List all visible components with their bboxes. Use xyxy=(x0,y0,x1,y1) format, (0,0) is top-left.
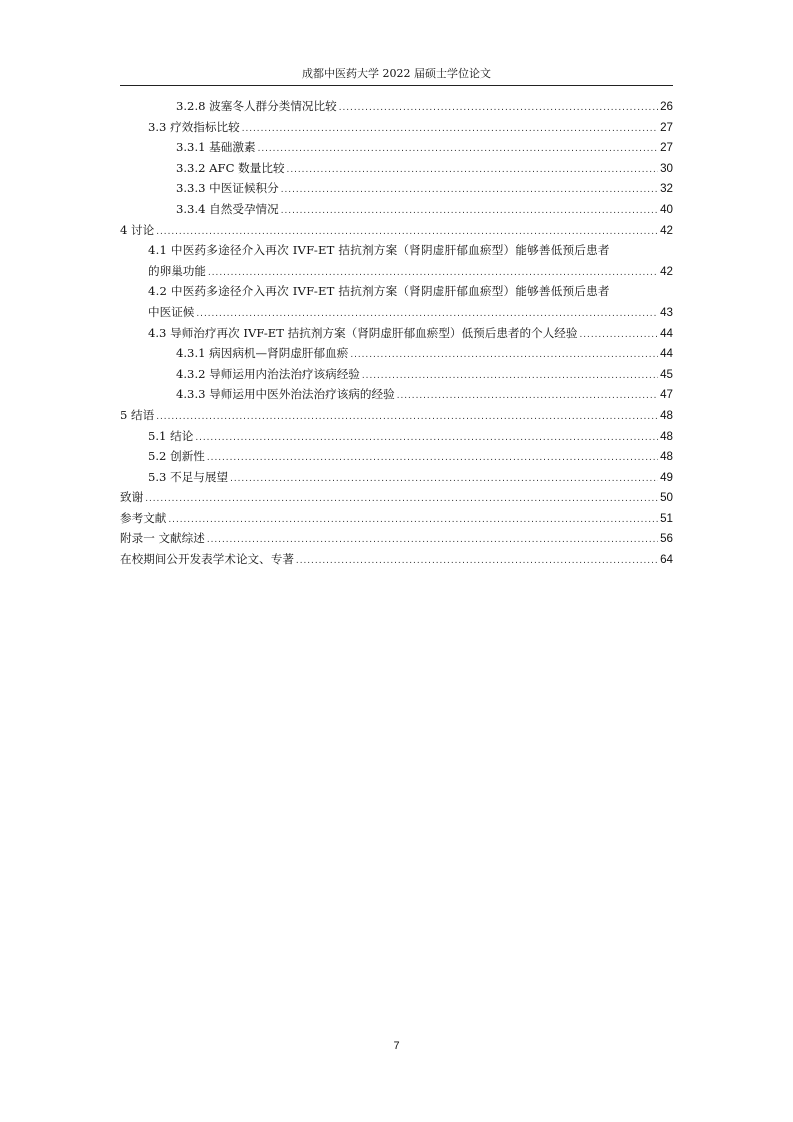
toc-entry-line1[interactable] xyxy=(120,281,673,302)
toc-leader-dots xyxy=(287,160,659,181)
toc-entry[interactable] xyxy=(120,158,673,179)
toc-leader-dots xyxy=(350,345,658,366)
toc-entry-page: 47 xyxy=(660,388,673,402)
toc-entry-page: 48 xyxy=(660,450,673,464)
toc-entry[interactable] xyxy=(120,178,673,199)
toc-leader-dots xyxy=(156,407,658,428)
toc-leader-dots xyxy=(196,304,658,325)
toc-entry[interactable] xyxy=(120,487,673,508)
toc-entry-title: 3.3.3 中医证候积分 xyxy=(176,181,279,196)
toc-entry-title-line1: 4.2 中医药多途径介入再次 IVF-ET 拮抗剂方案（肾阴虚肝郁血瘀型）能够善低预后患者 xyxy=(148,284,610,299)
toc-leader-dots xyxy=(168,510,658,531)
toc-entry-line1[interactable] xyxy=(120,240,673,261)
toc-entry[interactable] xyxy=(120,528,673,549)
toc-leader-dots xyxy=(145,489,658,510)
page-number: 7 xyxy=(393,1040,400,1052)
toc-entry-title: 3.2.8 波塞冬人群分类情况比较 xyxy=(176,99,337,113)
toc-entry[interactable] xyxy=(120,508,673,529)
toc-entry-page: 27 xyxy=(660,141,673,155)
toc-leader-dots xyxy=(195,428,658,449)
toc-leader-dots xyxy=(580,325,659,346)
toc-leader-dots xyxy=(156,222,658,243)
toc-entry[interactable] xyxy=(120,220,673,241)
toc-entry-page: 40 xyxy=(660,202,673,216)
toc-entry-page: 56 xyxy=(660,532,673,546)
toc-entry-title: 5.3 不足与展望 xyxy=(148,469,229,484)
toc-entry-page: 44 xyxy=(660,347,673,361)
header-rule xyxy=(120,85,673,86)
toc-entry[interactable] xyxy=(120,467,673,488)
toc-entry[interactable] xyxy=(120,446,673,467)
toc-entry[interactable] xyxy=(120,323,673,344)
toc-entry-title: 4.3.2 导师运用内治法治疗该病经验 xyxy=(176,366,360,381)
toc-leader-dots xyxy=(362,366,658,387)
toc-entry-page: 42 xyxy=(660,264,673,278)
toc-entry-page: 48 xyxy=(660,429,673,443)
toc-entry[interactable] xyxy=(120,549,673,570)
toc-entry-page: 64 xyxy=(660,553,673,567)
toc-entry-page: 48 xyxy=(660,408,673,422)
toc-entry-title: 4.3.3 导师运用中医外治法治疗该病的经验 xyxy=(176,387,395,402)
toc-entry-page: 43 xyxy=(660,305,673,319)
toc-entry-title: 3.3 疗效指标比较 xyxy=(148,119,240,134)
toc-leader-dots xyxy=(339,98,658,119)
toc-entry-page: 44 xyxy=(660,326,673,340)
toc-entry-title: 3.3.2 AFC 数量比较 xyxy=(176,160,285,175)
toc-entry-title: 4.3.1 病因病机—肾阴虚肝郁血瘀 xyxy=(176,346,349,361)
toc-leader-dots xyxy=(207,530,658,551)
toc-entry-title: 的卵巢功能 xyxy=(148,263,206,278)
running-header: 成都中医药大学 2022 届硕士学位论文 xyxy=(302,67,491,80)
toc-leader-dots xyxy=(242,119,658,140)
toc-leader-dots xyxy=(230,469,658,490)
toc-entry-title: 附录一 文献综述 xyxy=(120,531,205,546)
toc-leader-dots xyxy=(207,448,658,469)
toc-entry-title: 在校期间公开发表学术论文、专著 xyxy=(120,552,294,567)
toc-entry[interactable] xyxy=(120,137,673,158)
toc-entry-page: 27 xyxy=(660,120,673,134)
toc-entry-title: 5 结语 xyxy=(120,407,155,422)
toc-leader-dots xyxy=(397,386,658,407)
toc-entry-page: 42 xyxy=(660,223,673,237)
toc-leader-dots xyxy=(208,263,658,284)
toc-entry-title-line1: 4.1 中医药多途径介入再次 IVF-ET 拮抗剂方案（肾阴虚肝郁血瘀型）能够善低预后患者 xyxy=(148,243,610,258)
toc-entry[interactable] xyxy=(120,426,673,447)
toc-entry-title: 3.3.1 基础激素 xyxy=(176,140,256,155)
toc-entry-title: 5.1 结论 xyxy=(148,428,194,443)
toc-entry[interactable] xyxy=(120,199,673,220)
toc-entry[interactable] xyxy=(120,261,673,282)
toc-leader-dots xyxy=(281,180,658,201)
toc-entry-title: 参考文献 xyxy=(120,510,167,525)
toc-entry[interactable] xyxy=(120,343,673,364)
toc-entry-page: 32 xyxy=(660,182,673,196)
toc-entry[interactable] xyxy=(120,96,673,117)
toc-leader-dots xyxy=(258,139,659,160)
table-of-contents xyxy=(120,96,673,570)
toc-entry-title: 5.2 创新性 xyxy=(148,449,205,464)
toc-entry-page: 45 xyxy=(660,367,673,381)
toc-entry-title: 3.3.4 自然受孕情况 xyxy=(176,201,279,216)
toc-entry-title: 致谢 xyxy=(120,490,144,505)
toc-entry-page: 30 xyxy=(660,161,673,175)
toc-entry-title: 4 讨论 xyxy=(120,222,155,237)
toc-entry-page: 49 xyxy=(660,470,673,484)
toc-entry-page: 26 xyxy=(660,100,673,113)
toc-entry[interactable] xyxy=(120,117,673,138)
toc-entry-title: 4.3 导师治疗再次 IVF-ET 拮抗剂方案（肾阴虚肝郁血瘀型）低预后患者的个人经验 xyxy=(148,325,578,340)
toc-leader-dots xyxy=(296,551,658,572)
toc-leader-dots xyxy=(281,201,658,222)
toc-entry[interactable] xyxy=(120,364,673,385)
toc-entry[interactable] xyxy=(120,384,673,405)
toc-entry-title: 中医证候 xyxy=(148,304,195,319)
toc-entry[interactable] xyxy=(120,302,673,323)
toc-entry-page: 50 xyxy=(660,491,673,505)
toc-entry-page: 51 xyxy=(660,511,673,525)
toc-entry[interactable] xyxy=(120,405,673,426)
